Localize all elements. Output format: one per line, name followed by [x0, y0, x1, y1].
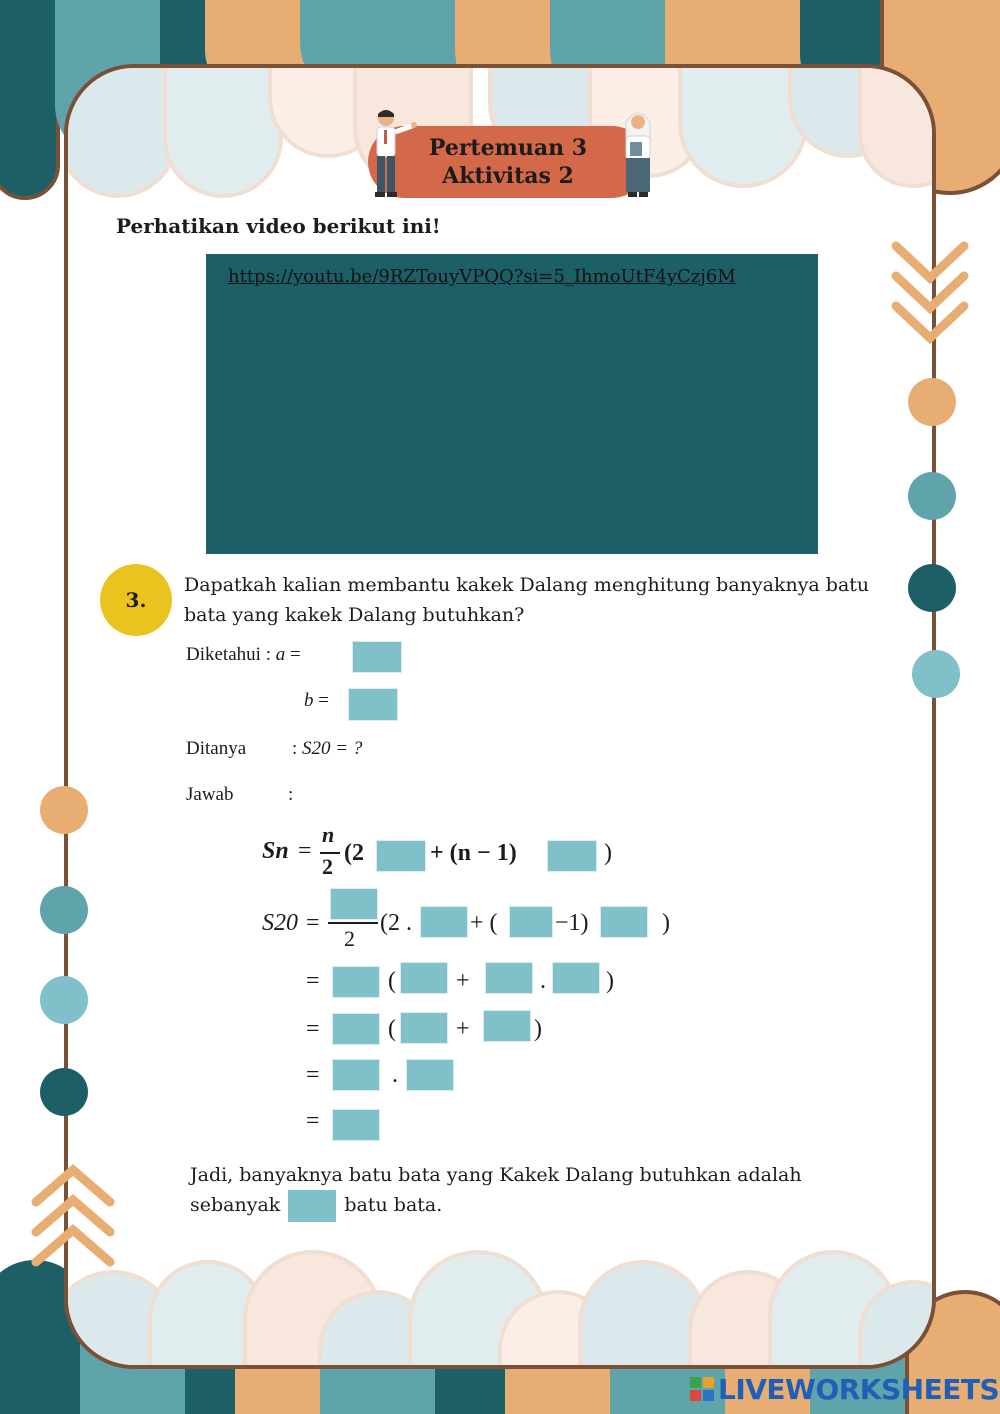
s20-label: S20: [262, 910, 298, 936]
dot-mid-teal-left: [40, 886, 88, 934]
step5-dot: .: [392, 1062, 398, 1088]
step4-box-3[interactable]: [483, 1010, 531, 1042]
dot-dark-teal-right: [908, 564, 956, 612]
step3-open: (: [388, 968, 396, 994]
formula-denominator: 2: [322, 854, 333, 879]
answer-label: Jawab: [186, 784, 234, 805]
question-number-badge: 3.: [100, 564, 172, 636]
b-label: b =: [304, 690, 329, 711]
step4-plus: +: [456, 1016, 470, 1042]
asked-expression: : S20 = ?: [292, 738, 363, 759]
s20-denominator: 2: [344, 926, 355, 951]
step3-box-3[interactable]: [485, 962, 533, 994]
student-boy-icon: [366, 108, 422, 200]
input-b[interactable]: [348, 688, 398, 721]
instruction-text: Perhatikan video berikut ini!: [116, 214, 441, 238]
s20-plus-open: + (: [470, 910, 498, 936]
s20-minus-one: −1): [555, 910, 589, 936]
step5-box-1[interactable]: [332, 1059, 380, 1091]
conclusion-text: Jadi, banyaknya batu bata yang Kakek Dalang butuhkan adalah sebanyak batu bata.: [190, 1160, 890, 1222]
chevron-up-decoration-icon: [28, 1162, 118, 1274]
step3-box-4[interactable]: [552, 962, 600, 994]
activity-title: Aktivitas 2: [442, 163, 574, 189]
bottom-scallops: [68, 1240, 932, 1365]
step3-close: ): [606, 968, 614, 994]
step3-box-1[interactable]: [332, 966, 380, 998]
formula-box-b[interactable]: [547, 840, 597, 872]
step4-box-1[interactable]: [332, 1013, 380, 1045]
s20-close: ): [662, 910, 670, 936]
formula-n-numerator: n: [322, 822, 335, 847]
s20-box-b[interactable]: [600, 906, 648, 938]
chevron-down-decoration-icon: [888, 238, 972, 348]
liveworksheets-logo-icon: [690, 1377, 714, 1401]
question-text: Dapatkah kalian membantu kakek Dalang menghitung banyaknya batu bata yang kakek Dalang butuhkan?: [184, 574, 870, 626]
step5-box-2[interactable]: [406, 1059, 454, 1091]
dot-light-teal-right: [912, 650, 960, 698]
given-label: Diketahui : a =: [186, 644, 301, 665]
answer-colon: :: [288, 784, 294, 805]
s20-fraction-bar: [328, 922, 378, 924]
formula-equals-1: =: [298, 838, 312, 864]
s20-box-n[interactable]: [509, 906, 553, 938]
student-girl-icon: [616, 108, 660, 200]
step4-box-2[interactable]: [400, 1012, 448, 1044]
formula-box-a[interactable]: [376, 840, 426, 872]
video-link[interactable]: https://youtu.be/9RZTouyVPQQ?si=5_IhmoUtF4yCzj6M: [228, 266, 736, 287]
step6-box-result[interactable]: [332, 1109, 380, 1141]
s20-two-dot: (2 .: [380, 910, 412, 936]
video-embed[interactable]: [206, 254, 818, 554]
meeting-title: Pertemuan 3: [428, 135, 588, 161]
step4-close: ): [534, 1016, 542, 1042]
formula-open: (2: [344, 840, 364, 866]
formula-close: ): [604, 840, 612, 866]
step3-plus: +: [456, 968, 470, 994]
conclusion-answer-box[interactable]: [288, 1190, 336, 1222]
dot-orange-right: [908, 378, 956, 426]
asked-label: Ditanya: [186, 738, 247, 759]
s20-box-a[interactable]: [420, 906, 468, 938]
step5-equals: =: [306, 1062, 320, 1088]
step3-equals: =: [306, 968, 320, 994]
step4-equals: =: [306, 1016, 320, 1042]
dot-orange-left: [40, 786, 88, 834]
input-a[interactable]: [352, 641, 402, 673]
liveworksheets-logo: [690, 1372, 999, 1406]
step3-box-2[interactable]: [400, 962, 448, 994]
formula-sn: Sn: [262, 838, 289, 864]
dot-mid-teal-right: [908, 472, 956, 520]
step3-dot: .: [540, 968, 546, 994]
dot-dark-teal-left: [40, 1068, 88, 1116]
step6-equals: =: [306, 1108, 320, 1134]
liveworksheets-text: LIVEWORKSHEETS: [718, 1372, 1000, 1406]
s20-numerator-box[interactable]: [330, 888, 378, 920]
dot-light-teal-left: [40, 976, 88, 1024]
formula-n-minus-1: + (n − 1): [430, 840, 517, 866]
step4-open: (: [388, 1016, 396, 1042]
formula-equals-2: =: [306, 910, 320, 936]
